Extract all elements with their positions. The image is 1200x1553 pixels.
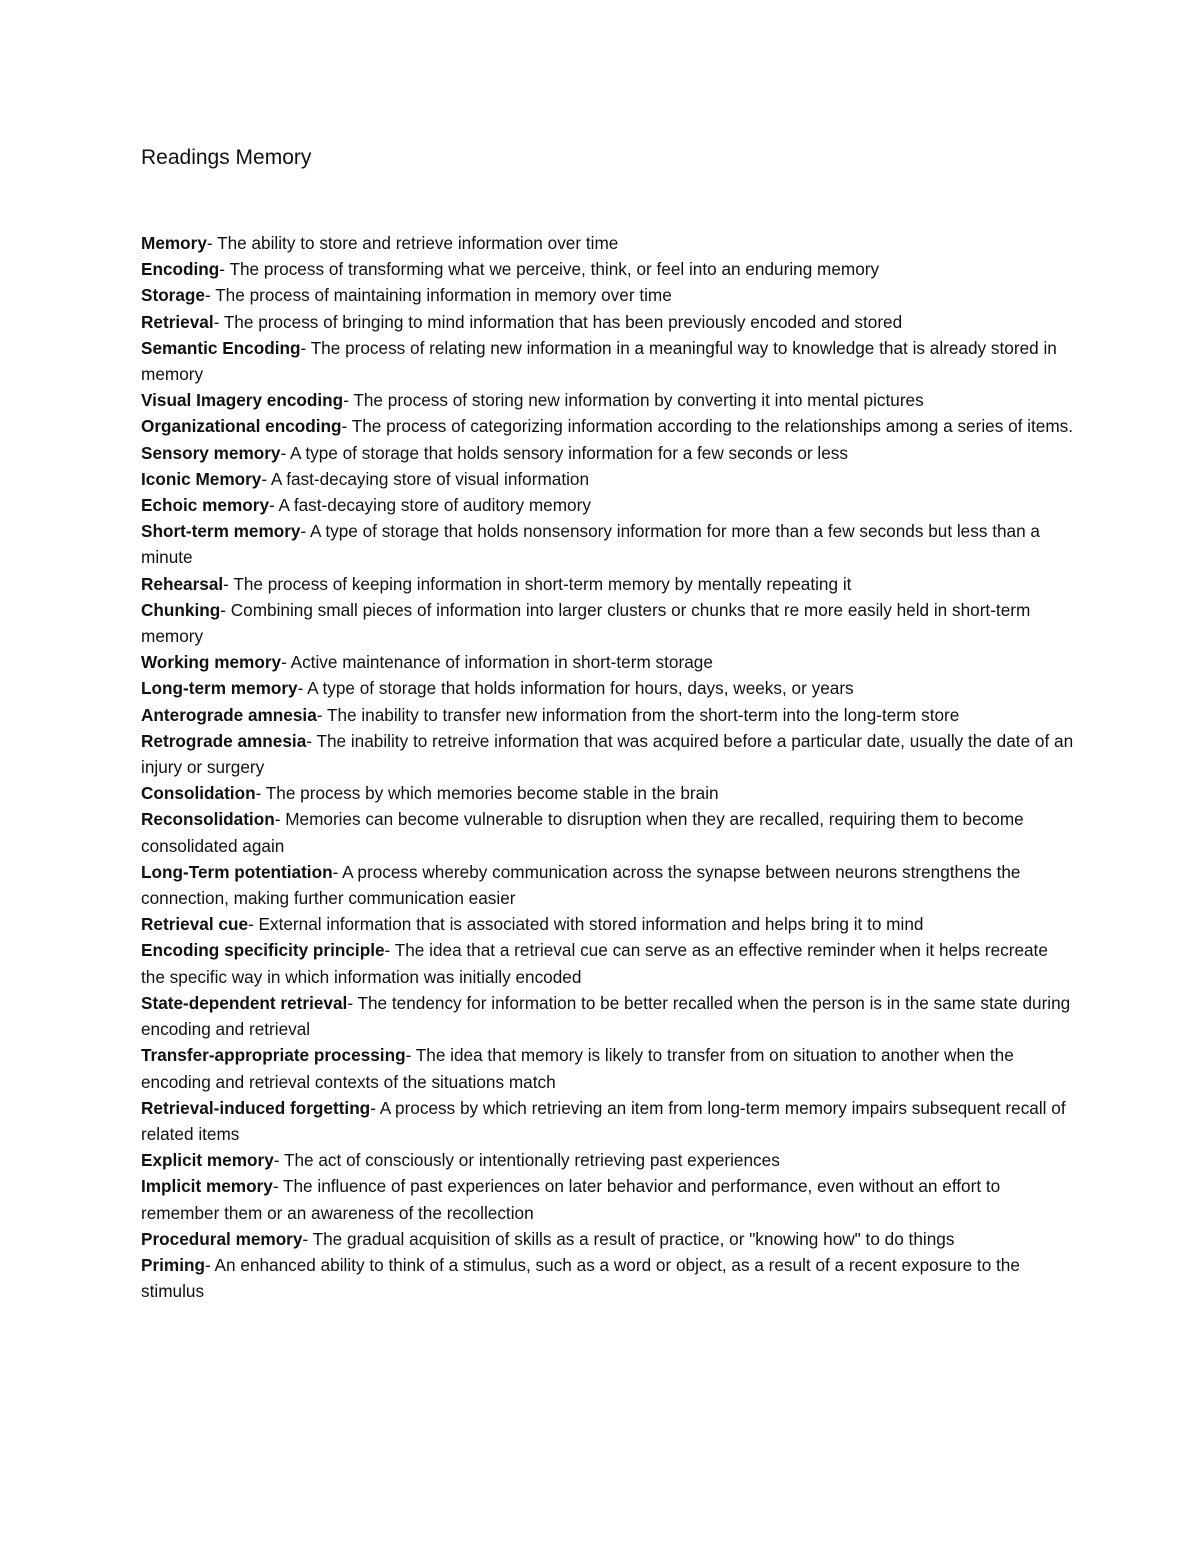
document-title: Readings Memory — [141, 146, 312, 169]
glossary-definition: - The act of consciously or intentionally retrieving past experiences — [273, 1150, 780, 1171]
glossary-term: Echoic memory — [141, 495, 269, 516]
glossary-entry — [141, 518, 1076, 570]
glossary-definition: - A fast-decaying store of visual information — [261, 468, 590, 489]
glossary-definition: - A type of storage that holds information for hours, days, weeks, or years — [297, 678, 854, 699]
glossary-definition: - The inability to transfer new information from the short-term into the long-term store — [316, 704, 960, 725]
glossary-entry — [141, 492, 1076, 518]
glossary-definition: - The process of relating new information in a meaningful way to knowledge that is already stored in memory — [141, 337, 1057, 385]
glossary-entry — [141, 1173, 1076, 1225]
glossary-definition: - The process of transforming what we perceive, think, or feel into an enduring memory — [219, 259, 880, 280]
glossary-term: Rehearsal — [141, 573, 224, 594]
glossary-entry — [141, 937, 1076, 989]
glossary-definition: - Memories can become vulnerable to disruption when they are recalled, requiring them to become consolidated again — [141, 809, 1024, 856]
glossary-term: Encoding — [141, 259, 220, 280]
glossary-term: Long-Term potentiation — [141, 861, 333, 882]
glossary-entry — [141, 1042, 1076, 1094]
glossary-term: Visual Imagery encoding — [141, 390, 344, 411]
glossary-entry — [141, 1147, 1076, 1173]
glossary-term: Storage — [141, 285, 205, 306]
glossary-term: Anterograde amnesia — [141, 704, 317, 725]
glossary-definition: - The process of storing new information by converting it into mental pictures — [343, 390, 924, 411]
glossary-entry — [141, 440, 1076, 466]
glossary-term: Memory — [141, 233, 207, 253]
glossary-term: State-dependent retrieval — [141, 992, 348, 1013]
glossary-definition: - The influence of past experiences on later behavior and performance, even without an effort to remember them or an awareness of the recollection — [141, 1176, 1001, 1223]
glossary-definition: - The gradual acquisition of skills as a result of practice, or "knowing how" to do things — [302, 1228, 955, 1249]
glossary-definition: - A process by which retrieving an item from long-term memory impairs subsequent recall of related items — [141, 1097, 1066, 1144]
glossary-entry — [141, 780, 1076, 806]
glossary-entry — [141, 230, 1076, 256]
glossary-definition: - The ability to store and retrieve information over time — [206, 233, 619, 253]
glossary-entry — [141, 990, 1076, 1042]
glossary-term: Short-term memory — [141, 521, 301, 542]
glossary-definition: - A fast-decaying store of auditory memory — [269, 495, 591, 516]
glossary-term: Priming — [141, 1254, 205, 1275]
glossary-entry — [141, 806, 1076, 858]
glossary-term: Procedural memory — [141, 1228, 303, 1249]
glossary-term: Transfer-appropriate processing — [141, 1045, 406, 1066]
glossary-entry — [141, 256, 1076, 282]
glossary-definition: - External information that is associated with stored information and helps bring it to mind — [248, 914, 924, 935]
glossary-entry — [141, 728, 1076, 780]
glossary-term: Retrieval — [141, 311, 214, 332]
glossary-entry — [141, 1095, 1076, 1147]
glossary-definition: - The process of maintaining information in memory over time — [205, 285, 672, 306]
glossary-term: Semantic Encoding — [141, 337, 301, 358]
glossary-definition: - The process by which memories become stable in the brain — [255, 783, 719, 804]
glossary-term: Working memory — [141, 652, 282, 673]
glossary-definition: - The inability to retreive information that was acquired before a particular date, usually the date of an injury or surgery — [141, 730, 1074, 778]
glossary-entry — [141, 859, 1076, 911]
glossary-term: Retrieval cue — [141, 914, 249, 935]
glossary-definition: - The idea that memory is likely to transfer from on situation to another when the encoding and retrieval contexts of the situations match — [141, 1045, 1014, 1092]
glossary-entry — [141, 466, 1076, 492]
glossary-entry — [141, 413, 1076, 439]
glossary-definition: - The tendency for information to be better recalled when the person is in the same state during encoding and retrieval — [141, 992, 1071, 1040]
glossary-entry — [141, 675, 1076, 701]
glossary-term: Encoding specificity principle — [141, 940, 385, 961]
glossary-term: Iconic Memory — [141, 468, 262, 489]
glossary-entry — [141, 911, 1076, 937]
glossary-entry — [141, 702, 1076, 728]
glossary-entry — [141, 571, 1076, 597]
glossary-term: Chunking — [141, 599, 221, 620]
glossary-definition: - The process of keeping information in short-term memory by mentally repeating it — [223, 573, 852, 594]
glossary-entry — [141, 335, 1076, 387]
glossary-definition: - A process whereby communication across the synapse between neurons strengthens the connection, making further communication easier — [141, 861, 1021, 909]
glossary-term: Sensory memory — [141, 442, 281, 463]
glossary-term: Organizational encoding — [141, 416, 342, 437]
glossary-entry — [141, 1226, 1076, 1252]
glossary-definition: - Active maintenance of information in short-term storage — [281, 652, 713, 673]
glossary-entry — [141, 309, 1076, 335]
glossary-entry — [141, 649, 1076, 675]
glossary-term: Reconsolidation — [141, 809, 275, 830]
glossary-definition: - The process of bringing to mind information that has been previously encoded and stored — [213, 311, 903, 332]
glossary-term: Retrograde amnesia — [141, 730, 307, 751]
glossary-term: Explicit memory — [141, 1150, 274, 1171]
glossary-entry — [141, 387, 1076, 413]
glossary-definition: - The idea that a retrieval cue can serve as an effective reminder when it helps recreate the specific way in which information was initially encoded — [141, 940, 1048, 987]
glossary-definition: - A type of storage that holds sensory information for a few seconds or less — [280, 442, 848, 463]
glossary-term: Long-term memory — [141, 678, 298, 699]
glossary-definition: - The process of categorizing information according to the relationships among a series of items. — [341, 416, 1074, 437]
glossary-entry — [141, 597, 1076, 649]
glossary-list — [141, 230, 1076, 1304]
glossary-definition: - Combining small pieces of information into larger clusters or chunks that re more easily held in short-term memory — [141, 599, 1031, 647]
glossary-entry — [141, 1252, 1076, 1304]
glossary-term: Implicit memory — [141, 1176, 273, 1197]
glossary-definition: - An enhanced ability to think of a stimulus, such as a word or object, as a result of a recent exposure to the stimulus — [141, 1254, 1020, 1302]
glossary-entry — [141, 282, 1076, 308]
glossary-term: Retrieval-induced forgetting — [141, 1097, 371, 1118]
glossary-term: Consolidation — [141, 783, 256, 804]
glossary-definition: - A type of storage that holds nonsensory information for more than a few seconds but less than a minute — [141, 521, 1040, 568]
